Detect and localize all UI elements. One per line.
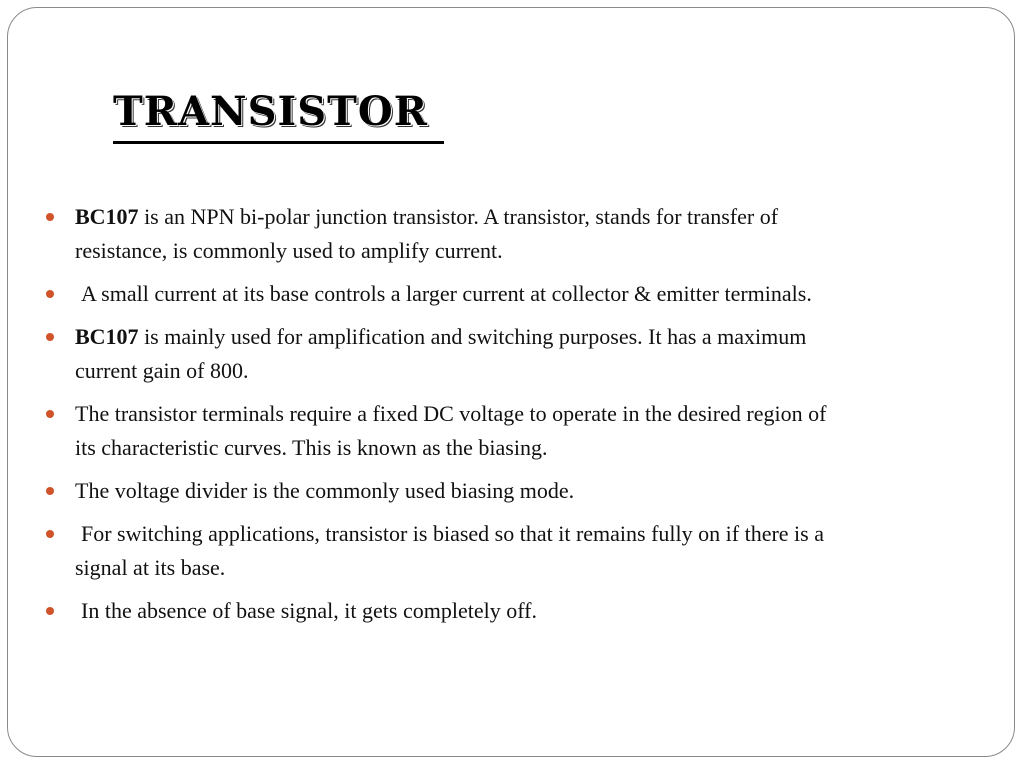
slide-title: TRANSISTOR [113, 88, 428, 135]
bullet-list [0, 200, 826, 637]
bullet-line: The transistor terminals require a fixed DC voltage to operate in the desired region of [75, 401, 827, 426]
bullet-icon [46, 410, 54, 418]
bold-term: BC107 [75, 324, 139, 349]
bullet-line: A small current at its base controls a larger current at collector & emitter terminals. [81, 281, 812, 306]
bullet-line: For switching applications, transistor is biased so that it remains fully on if there is a [81, 521, 824, 546]
bullet-line: its characteristic curves. This is known as the biasing. [75, 435, 548, 460]
list-item [0, 517, 826, 585]
bullet-line: signal at its base. [75, 555, 226, 580]
bullet-line [75, 320, 826, 354]
bullet-icon [46, 487, 54, 495]
bullet-icon [46, 333, 54, 341]
bullet-icon [46, 290, 54, 298]
title-underline [113, 141, 444, 144]
bullet-line: The voltage divider is the commonly used biasing mode. [75, 478, 575, 503]
bullet-icon [46, 213, 54, 221]
bullet-line: resistance, is commonly used to amplify current. [75, 238, 503, 263]
bullet-text: is mainly used for amplification and switching purposes. It has a maximum [138, 324, 807, 349]
bold-term: BC107 [75, 204, 139, 229]
bullet-line: current gain of 800. [75, 358, 249, 383]
bullet-line [75, 200, 826, 234]
bullet-icon [46, 530, 54, 538]
bullet-line: In the absence of base signal, it gets completely off. [81, 598, 537, 623]
list-item [0, 277, 826, 311]
bullet-icon [46, 607, 54, 615]
list-item [0, 200, 826, 268]
list-item [0, 474, 826, 508]
bullet-text: is an NPN bi-polar junction transistor. A transistor, stands for transfer of [138, 204, 779, 229]
list-item [0, 594, 826, 628]
list-item [0, 397, 826, 465]
list-item [0, 320, 826, 388]
